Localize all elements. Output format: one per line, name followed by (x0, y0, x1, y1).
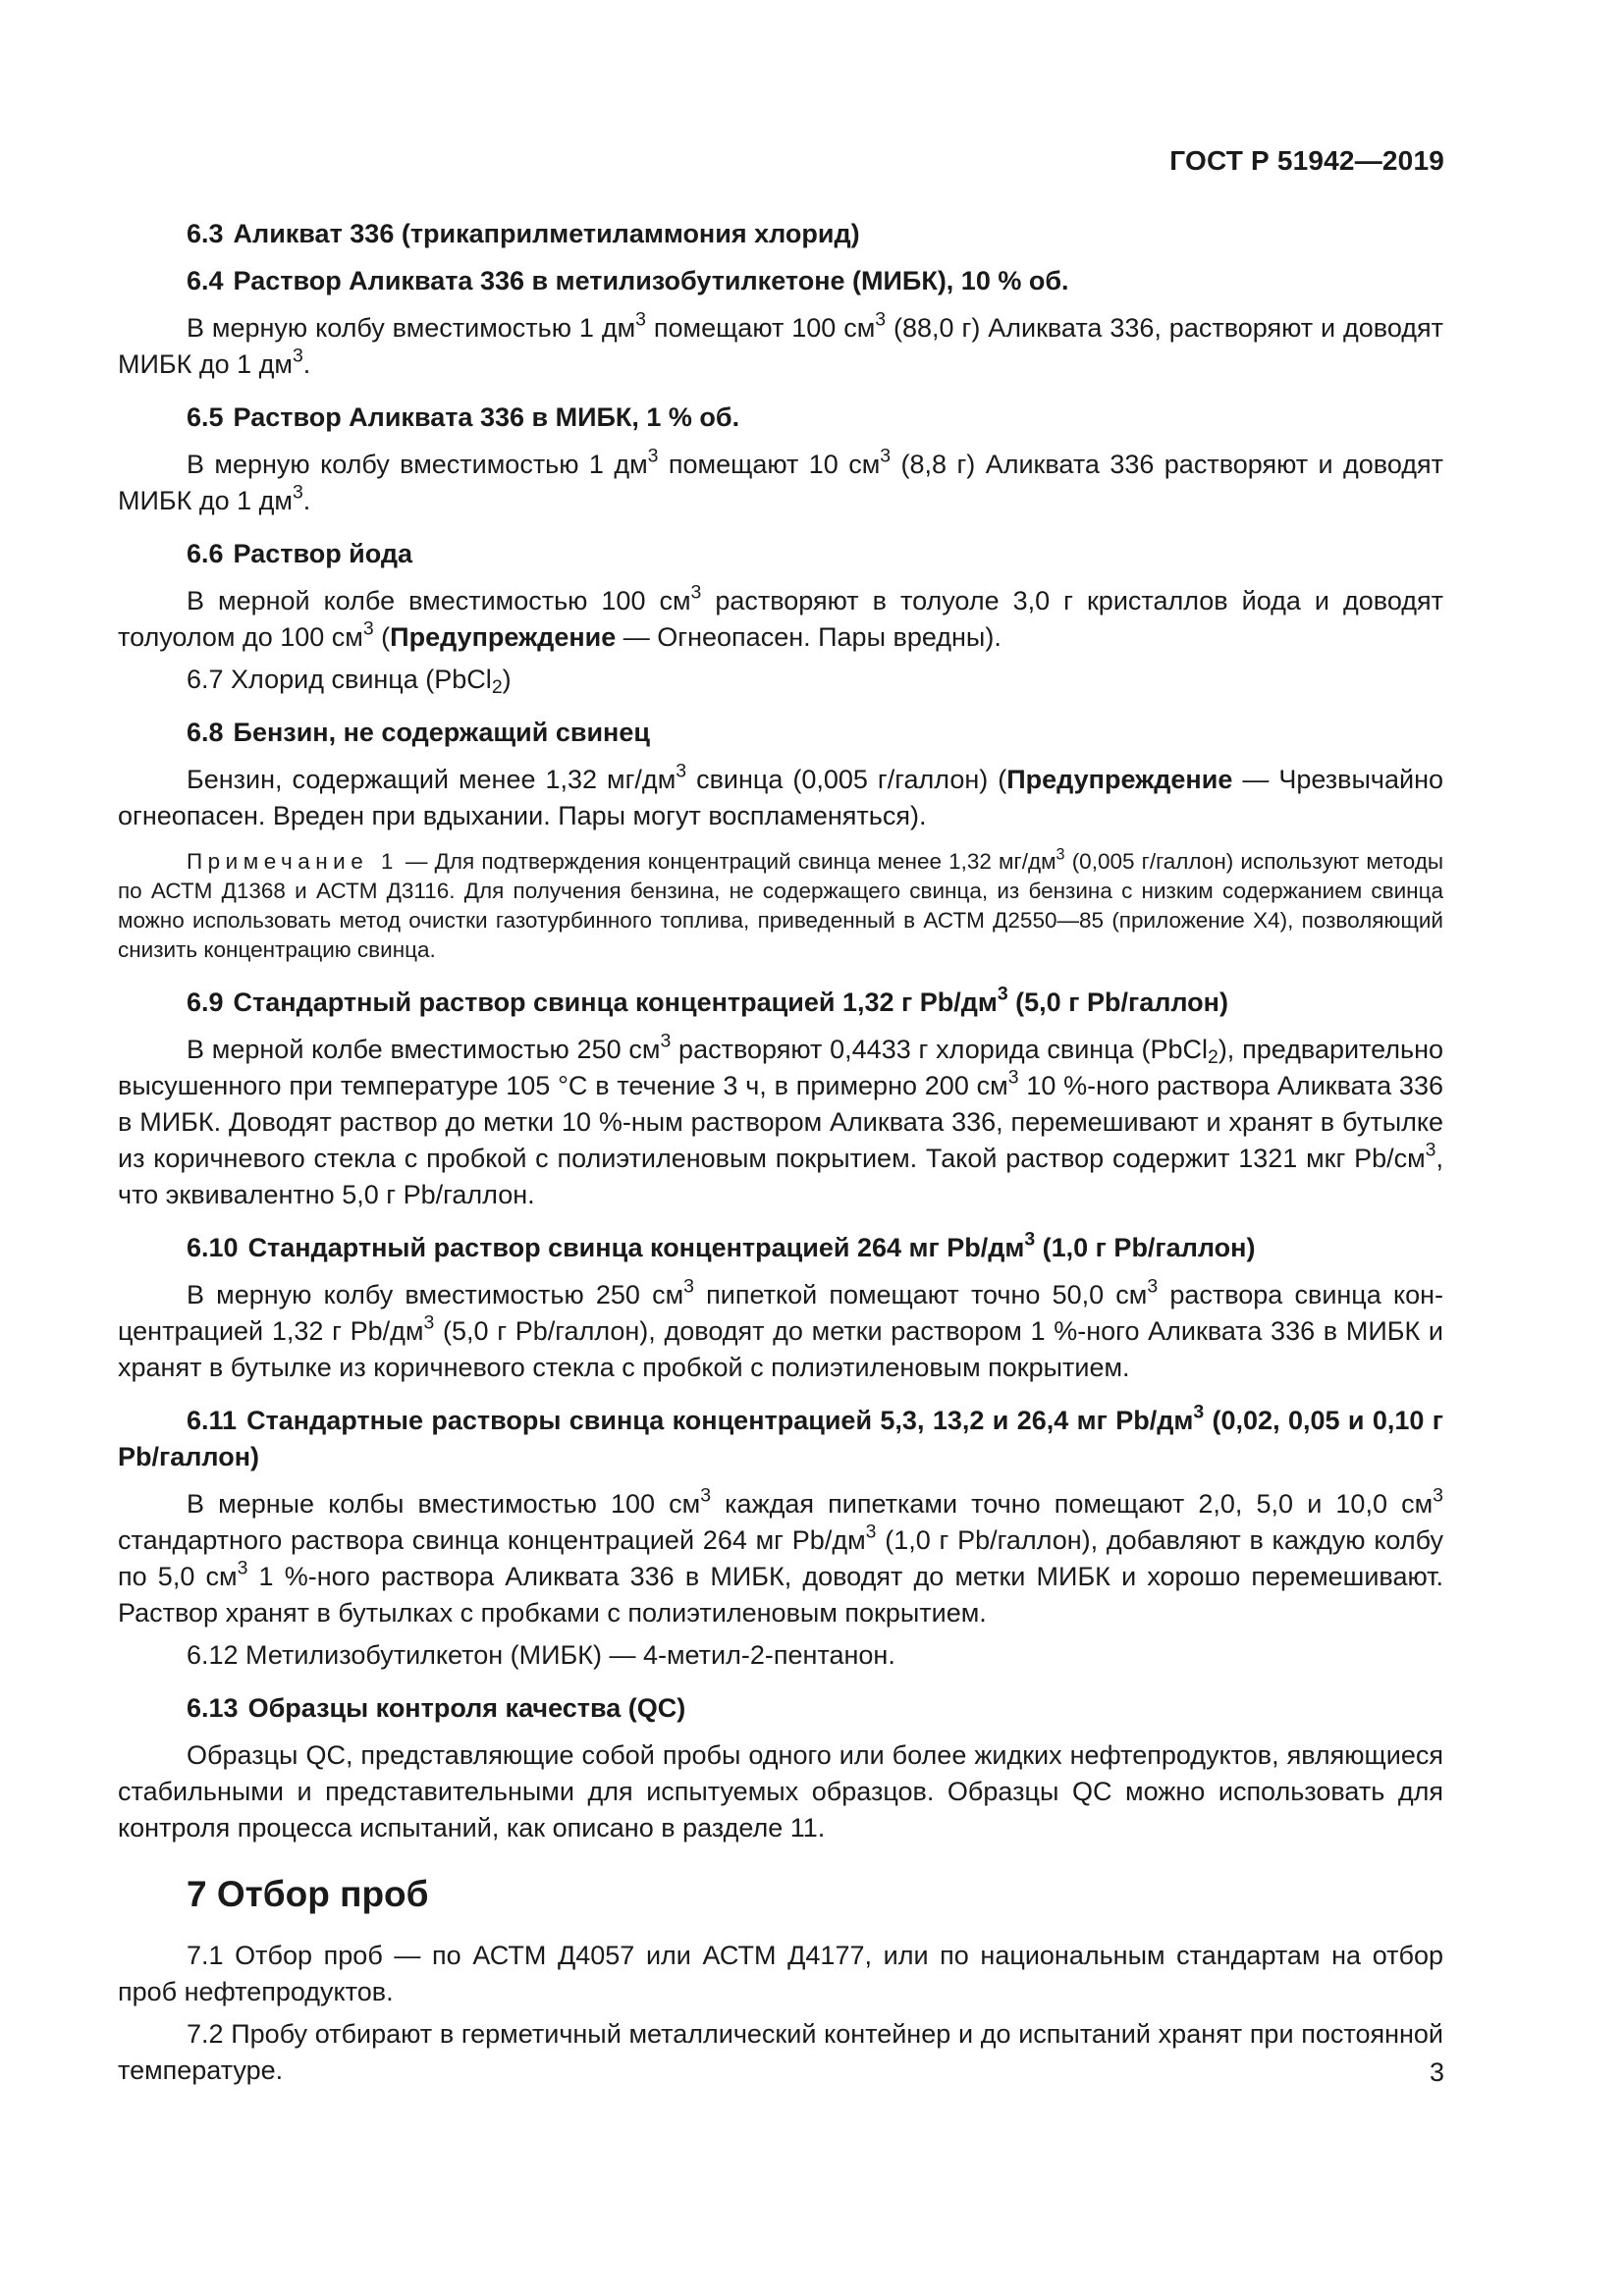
section-heading-6-9: 6.9 Стандартный раствор свинца концентрацией 1,32 г $Pb/дм^3$ (5,0 г Pb/галлон) (187, 983, 1228, 1017)
page-number: 3 (1429, 2057, 1444, 2087)
paragraph-6-6: В мерной колбе вместимостью 100 $см^3$ растворяют в толуоле 3,0 г кристаллов йода и доводят толуолом до 100 $см^3$ (Предупреждение — Огнеопасен. Пары вредны). (118, 581, 1443, 652)
section-title: Бензин, не содержащий свинец (233, 718, 650, 747)
section-heading-6-13 (118, 1690, 1443, 1727)
section-heading-6-6 (118, 536, 1443, 572)
note-label: Примечание 1 (187, 849, 399, 874)
warning-label: Предупреждение (390, 622, 617, 652)
section-title: Раствор йода (233, 539, 413, 568)
section-title: Отбор проб (216, 1874, 429, 1914)
paragraph-6-9: В мерной колбе вместимостью 250 $см^3$ растворяют 0,4433 г хлорида свинца (PbCl$_2$), предварительно высушенного при температуре 105 °С в течение 3 ч, в примерно 200 $см^3$ 10 %-ного раствора Аликвата 336 в МИБК. Доводят раствор до метки 10 %-ным раствором Аликвата 336, перемешивают и хранят в бутылке из коричневого стекла с пробкой с полиэтиленовым покрытием. Такой раствор содержит 1321 мкг $Pb/см^3$, что эквивалентно 5,0 г Pb/галлон. (118, 1030, 1443, 1209)
section-heading-6-8 (118, 715, 1443, 751)
warning-label: Предупреждение (1006, 765, 1233, 794)
document-body (118, 216, 1443, 2095)
section-number: 6.11 (187, 1406, 238, 1435)
section-heading-6-10: 6.10 Стандартный раствор свинца концентрацией 264 мг $Pb/дм^3$ (1,0 г Pb/галлон) (187, 1228, 1256, 1262)
section-title: Раствор Аликвата 336 в МИБК, 1 % об. (233, 402, 740, 432)
paragraph-6-12: 6.12 Метилизобутилкетон (МИБК) — 4-метил-2-пентанон. (187, 1640, 895, 1670)
paragraph-6-13: Образцы QC, представляющие собой пробы одного или более жидких нефтепродуктов, являющиеся стабильными и представительными для испытуемых образцов. Образцы QC можно использовать для контроля процесса испытаний, как описано в разделе 11. (118, 1740, 1443, 1842)
section-number: 6.6 (187, 539, 224, 568)
section-number: 6.4 (187, 266, 224, 295)
section-number: 7 (187, 1874, 207, 1914)
paragraph-6-4: В мерную колбу вместимостью 1 $дм^3$ помещают 100 $см^3$ (88,0 г) Аликвата 336, растворяют и доводят МИБК до 1 $дм^3$. (118, 308, 1443, 379)
document-page (118, 0, 1443, 2296)
section-heading-6-4 (118, 263, 1443, 299)
document-id-header: ГОСТ Р 51942—2019 (1169, 145, 1444, 176)
section-number: 6.9 (187, 988, 224, 1017)
paragraph-6-10: В мерную колбу вместимостью 250 $см^3$ пипеткой помещают точно 50,0 $см^3$ раствора свинца концентрацией 1,32 г $Pb/дм^3$ (5,0 г Pb/галлон), доводят до метки раствором 1 %-ного Аликвата 336 в МИБК и хранят в бутылке из коричневого стекла с пробкой с полиэтиленовым покрытием. (118, 1275, 1443, 1382)
paragraph-6-5: В мерную колбу вместимостью 1 $дм^3$ помещают 10 $см^3$ (8,8 г) Аликвата 336 растворяют и доводят МИБК до 1 $дм^3$. (118, 445, 1443, 515)
section-title: Образцы контроля качества (QC) (247, 1693, 686, 1723)
paragraph-7-2: 7.2 Пробу отбирают в герметичный металлический контейнер и до испытаний хранят при постоянной температуре. (118, 2019, 1443, 2085)
section-number: 6.8 (187, 718, 224, 747)
section-title: Стандартный раствор свинца концентрацией 1,32 г Pb/дм (233, 988, 998, 1017)
section-heading-6-5 (118, 400, 1443, 436)
section-number: 6.13 (187, 1693, 239, 1723)
paragraph-6-7: 6.7 Хлорид свинца (PbCl$_2$) (187, 665, 512, 698)
section-heading-7 (118, 1876, 1443, 1912)
note-1: Примечание 1 — Для подтверждения концентраций свинца менее 1,32 $мг/дм^3$ (0,005 г/галлон) используют методы по АСТМ Д1368 и АСТМ Д3116. Для получения бензина, не содержащего свинца, из бензина с низким содержанием свинца можно использовать метод очистки газотурбинного топлива, приведенный в АСТМ Д2550—85 (приложение Х4), позволяющий снизить концентрацию свинца. (118, 845, 1443, 962)
section-heading-6-11: 6.11 Стандартные растворы свинца концентрацией 5,3, 13,2 и 26,4 мг $Pb/дм^3$ (0,02, 0,05 и 0,10 г Pb/галлон) (118, 1401, 1443, 1471)
section-title: Аликват 336 (трикаприлметиламмония хлорид) (233, 219, 860, 248)
section-number: 6.10 (187, 1233, 239, 1262)
section-title: Раствор Аликвата 336 в метилизобутилкетоне (МИБК), 10 % об. (233, 266, 1069, 295)
section-heading-6-3 (118, 216, 1443, 252)
section-number: 6.5 (187, 402, 224, 432)
paragraph-7-1: 7.1 Отбор проб — по АСТМ Д4057 или АСТМ Д4177, или по национальным стандартам на отбор проб нефтепродуктов. (118, 1941, 1443, 2006)
paragraph-6-8: Бензин, содержащий менее 1,32 $мг/дм^3$ свинца (0,005 г/галлон) (Предупреждение — Чрезвычайно огнеопасен. Вреден при вдыхании. Пары могут воспламеняться). (118, 760, 1443, 830)
section-title: Стандартный раствор свинца концентрацией 264 мг Pb/дм (247, 1233, 1025, 1262)
section-number: 6.3 (187, 219, 224, 248)
section-title: Стандартные растворы свинца концентрацией 5,3, 13,2 и 26,4 мг Pb/дм (246, 1406, 1194, 1435)
paragraph-6-11: В мерные колбы вместимостью 100 $см^3$ каждая пипетками точно помещают 2,0, 5,0 и 10,0 $см^3$ стандартного раствора свинца концентрацией 264 мг $Pb/дм^3$ (1,0 г Pb/галлон), добавляют в каждую колбу по 5,0 $см^3$ 1 %-ного раствора Аликвата 336 в МИБК, доводят до метки МИБК и хорошо перемешивают. Раствор хранят в бутылках с пробками с полиэтиленовым покрытием. (118, 1484, 1443, 1628)
